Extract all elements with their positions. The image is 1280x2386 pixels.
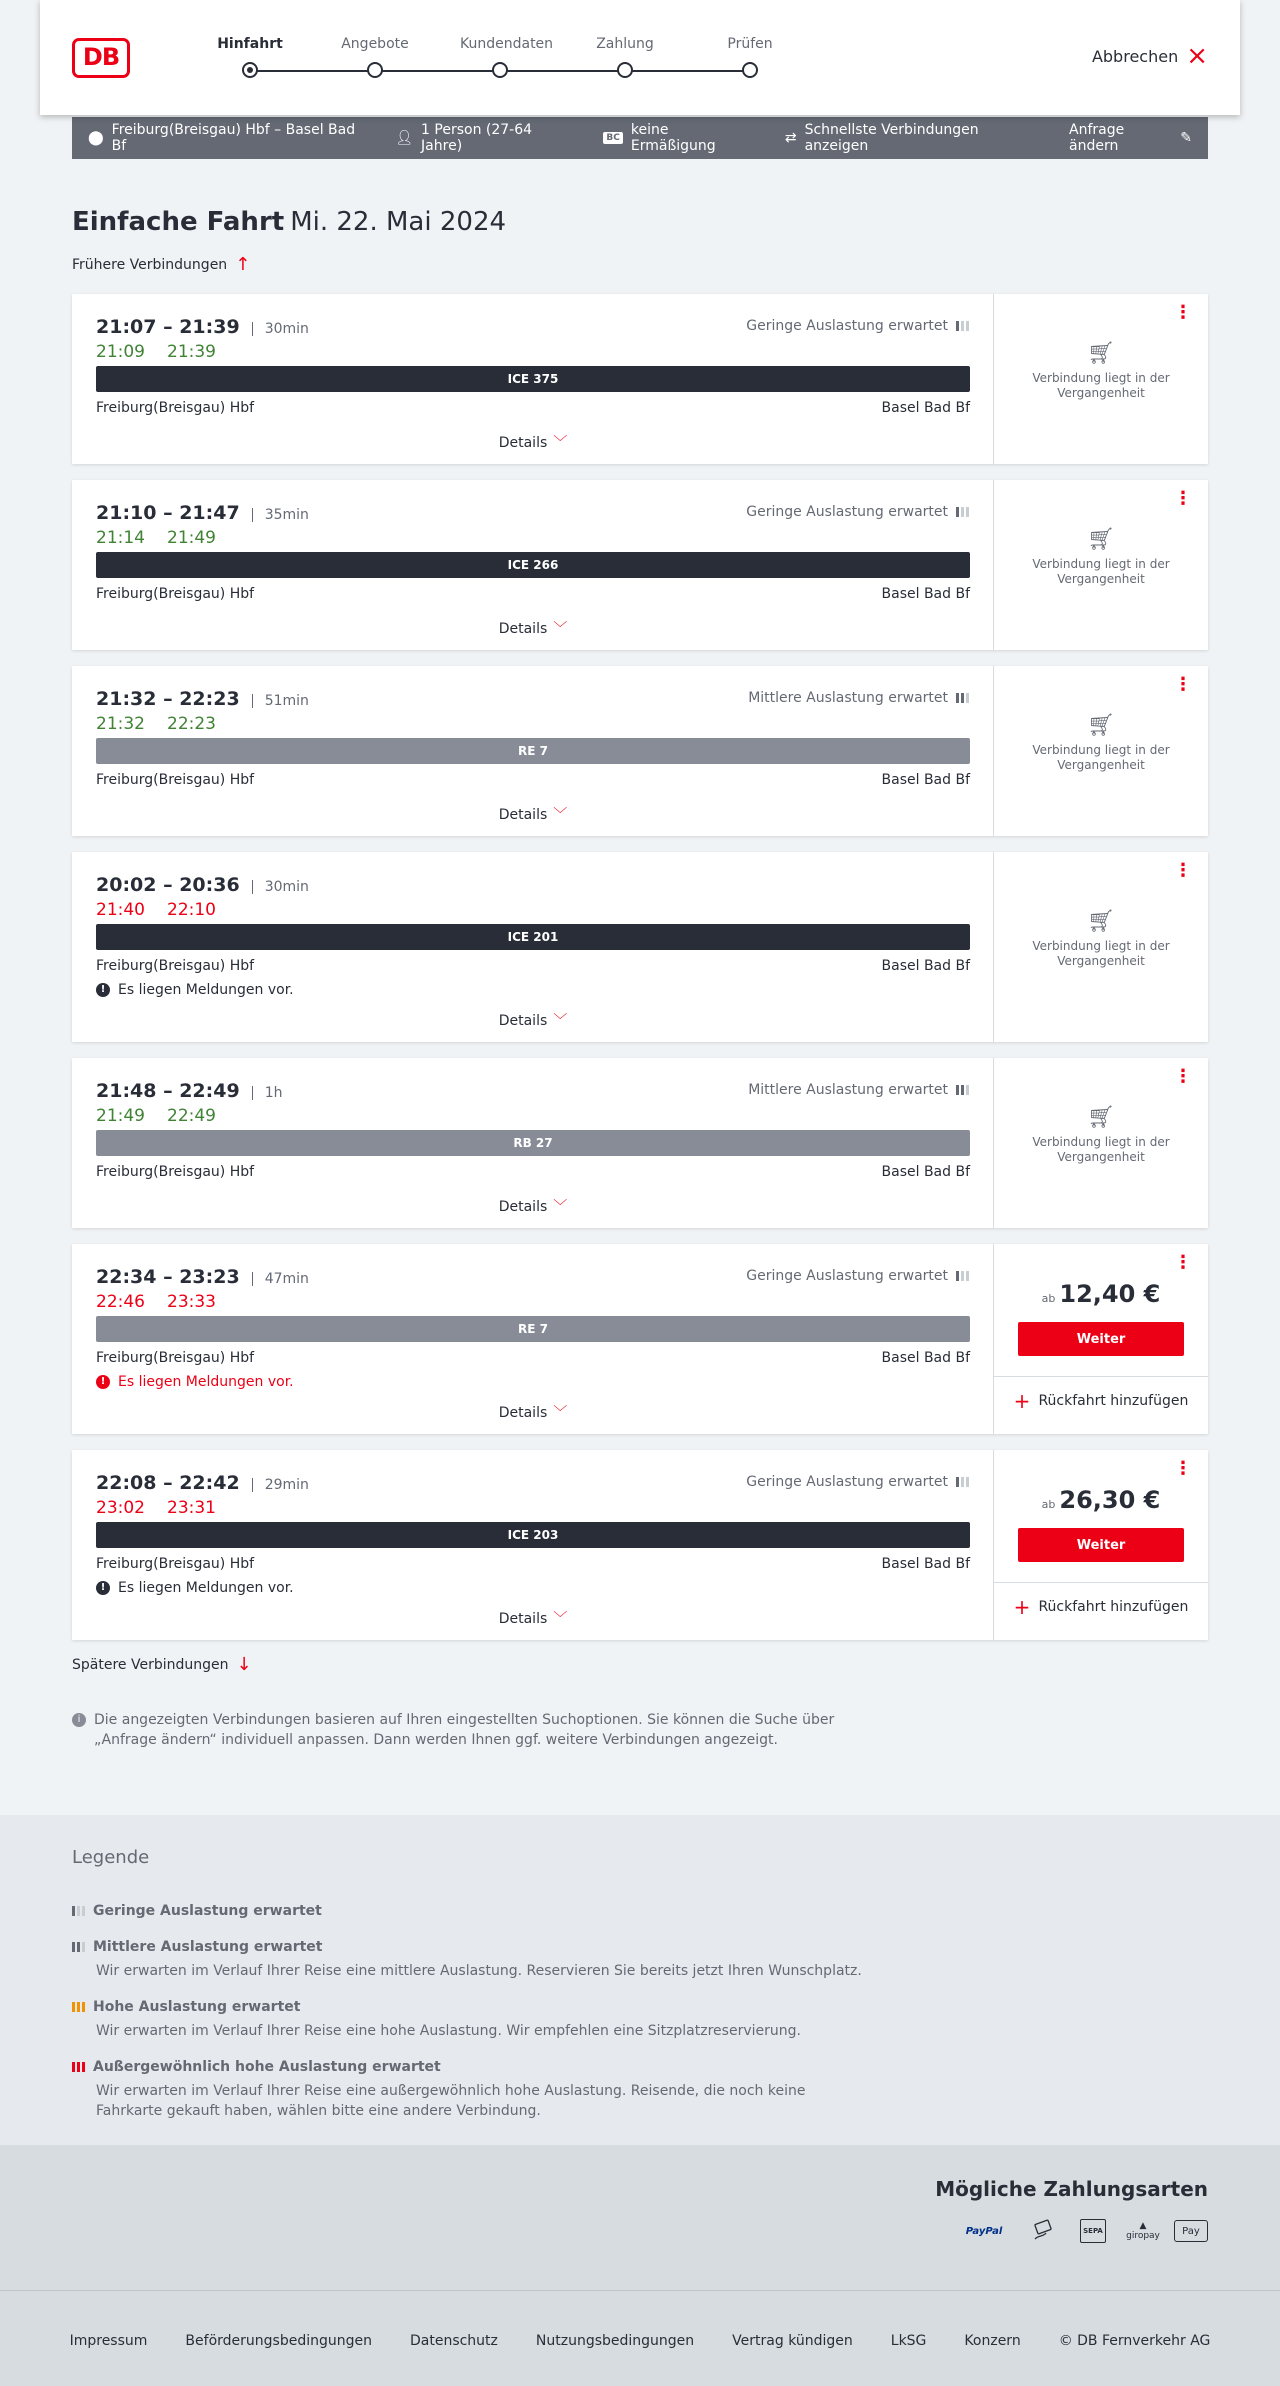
duration: 30min [252,880,309,894]
legend-title: Legende [72,1847,150,1868]
details-label: Details [498,1611,548,1627]
realtime-arrival: 23:31 [167,1498,216,1518]
chevron-down-icon: ﹀ [553,1013,568,1029]
offer-panel [994,1058,1208,1228]
alert-icon: ! [96,1375,110,1389]
legend-item-title: Außergewöhnlich hohe Auslastung erwartet [93,2059,441,2075]
occupancy-exceptional-icon [72,2062,85,2072]
step-dot [367,62,383,78]
info-icon: i [72,1713,86,1727]
step-zahlung[interactable] [585,36,665,78]
disruption-message [96,1580,294,1596]
legend-item-title: Geringe Auslastung erwartet [93,1903,322,1919]
cart-unavailable-icon: 🛒︎ [1087,713,1115,738]
route-summary [88,122,361,154]
connection-card[interactable] [72,1244,1208,1434]
occupancy [746,1474,969,1490]
arrival-station: Basel Bad Bf [881,1556,970,1572]
occupancy-text: Geringe Auslastung erwartet [746,318,948,334]
connection-main [72,1244,994,1434]
pencil-icon: ✎ [1180,130,1192,146]
more-options-icon[interactable]: ⋮ [1174,1252,1192,1273]
cancel-label: Abbrechen [1091,46,1179,66]
details-label: Details [498,807,548,823]
price-value: 26,30 € [1059,1486,1161,1514]
step-pruefen[interactable] [710,36,790,78]
person-icon: 👤︎ [395,130,414,146]
arrival-station: Basel Bad Bf [881,958,970,974]
cart-unavailable-icon: 🛒︎ [1087,909,1115,934]
more-options-icon[interactable]: ⋮ [1174,1458,1192,1479]
price-value: 12,40 € [1059,1280,1161,1308]
cart-unavailable-icon: 🛒︎ [1087,527,1115,552]
past-text: Verbindung liegt in der Vergangenheit [1032,371,1170,400]
offer-panel [994,666,1208,836]
offer-panel [994,1244,1208,1434]
duration: 30min [252,322,309,336]
realtime-departure: 21:14 [96,528,145,548]
occupancy-text: Mittlere Auslastung erwartet [748,1082,948,1098]
realtime-departure: 21:09 [96,342,145,362]
legend-item-medium [72,1939,872,1981]
legend-item-title: Mittlere Auslastung erwartet [93,1939,323,1955]
chevron-down-icon: ﹀ [553,435,568,451]
header [40,0,1240,115]
later-label: Spätere Verbindungen [72,1657,229,1673]
occupancy-text: Mittlere Auslastung erwartet [748,690,948,706]
more-options-icon[interactable]: ⋮ [1174,1066,1192,1087]
realtime-departure: 21:32 [96,714,145,734]
realtime-arrival: 22:10 [167,900,216,920]
realtime-arrival: 22:49 [167,1106,216,1126]
times-text: 22:08 – 22:42 [96,1472,240,1494]
arrival-station: Basel Bad Bf [881,1350,970,1366]
occupancy-low-icon [956,507,969,517]
footer-link-befoerderungsbedingungen[interactable]: Beförderungsbedingungen [185,2333,372,2349]
details-toggle[interactable] [72,618,994,638]
giropay-label: giropay [1126,2231,1160,2241]
footer [0,2290,1280,2386]
card-hand-svg [1032,2219,1056,2243]
realtime-departure: 23:02 [96,1498,145,1518]
times-text: 21:07 – 21:39 [96,316,240,338]
alert-icon: ! [96,1581,110,1595]
step-label: Zahlung [596,36,654,52]
legend-item-text: Wir erwarten im Verlauf Ihrer Reise eine hohe Auslastung. Wir empfehlen eine Sitzplatzreservierung. [96,2023,801,2039]
fastest-summary [785,122,1035,154]
bahncard-icon: BC [603,132,622,144]
times-text: 21:48 – 22:49 [96,1080,240,1102]
add-return-button[interactable] [994,1582,1208,1630]
step-kundendaten[interactable] [460,36,554,78]
disruption-message [96,1374,294,1390]
chevron-down-icon: ﹀ [553,1199,568,1215]
occupancy-text: Geringe Auslastung erwartet [746,1268,948,1284]
occupancy-low-icon [72,1906,85,1916]
plus-icon: + [1013,1388,1031,1413]
legend-section [0,1815,1280,2145]
later-connections-link[interactable] [72,1654,252,1675]
edit-search-label: Anfrage ändern [1069,122,1125,154]
legend-item-high [72,1999,872,2041]
scheduled-times [96,874,309,896]
details-label: Details [498,1199,548,1215]
footer-link-lksg[interactable]: LkSG [890,2333,927,2349]
details-toggle[interactable] [72,432,994,452]
realtime-times [96,1106,216,1126]
occupancy-medium-icon [956,1085,969,1095]
scheduled-times [96,688,309,710]
step-label: Kundendaten [460,36,554,52]
arrival-station: Basel Bad Bf [881,772,970,788]
step-dot [242,62,258,78]
past-notice [994,341,1208,401]
stations [96,1556,970,1572]
occupancy-text: Geringe Auslastung erwartet [746,504,948,520]
duration: 1h [252,1086,283,1100]
realtime-arrival: 21:49 [167,528,216,548]
connection-card[interactable] [72,852,1208,1042]
occupancy-high-icon [72,2002,85,2012]
details-label: Details [498,621,548,637]
scheduled-times [96,502,309,524]
duration: 51min [252,694,309,708]
price [994,1280,1208,1308]
swap-arrows-icon: ⇄ [784,130,797,146]
scheduled-times [96,1472,309,1494]
step-dot [742,62,758,78]
train-bar[interactable]: RE 7 [96,738,970,764]
realtime-times [96,714,216,734]
occupancy-text: Geringe Auslastung erwartet [746,1474,948,1490]
past-notice [994,909,1208,969]
past-notice [994,527,1208,587]
train-bar[interactable]: RE 7 [96,1316,970,1342]
message-text: Es liegen Meldungen vor. [118,1374,294,1390]
step-angebote[interactable] [335,36,415,78]
train-bar[interactable]: ICE 201 [96,924,970,950]
details-toggle[interactable] [72,1196,994,1216]
connection-main [72,852,994,1042]
past-text: Verbindung liegt in der Vergangenheit [1032,1135,1170,1164]
realtime-times [96,1292,216,1312]
legend-item-low [72,1903,872,1919]
connection-main [72,294,994,464]
details-label: Details [498,1013,548,1029]
step-label: Angebote [341,36,409,52]
connection-card[interactable] [72,1058,1208,1228]
search-info-note [72,1710,842,1750]
step-dot [492,62,508,78]
step-hinfahrt[interactable] [210,36,290,78]
connection-main [72,480,994,650]
add-return-label: Rückfahrt hinzufügen [1038,1392,1189,1409]
train-bar[interactable]: ICE 203 [96,1522,970,1548]
scheduled-times [96,1080,282,1102]
alert-icon: ! [96,983,110,997]
realtime-times [96,1498,216,1518]
db-logo[interactable]: DB [72,38,130,78]
train-bar[interactable]: RB 27 [96,1130,970,1156]
cart-unavailable-icon: 🛒︎ [1087,341,1115,366]
footer-link-impressum[interactable]: Impressum [69,2333,148,2349]
realtime-arrival: 21:39 [167,342,216,362]
location-pin-icon: ⬤ [88,130,104,146]
connection-card[interactable] [72,294,1208,464]
times-text: 21:32 – 22:23 [96,688,240,710]
add-return-label: Rückfahrt hinzufügen [1038,1598,1189,1615]
more-options-icon[interactable]: ⋮ [1174,674,1192,695]
past-text: Verbindung liegt in der Vergangenheit [1032,939,1170,968]
departure-station: Freiburg(Breisgau) Hbf [96,1164,255,1180]
travellers-summary [395,122,569,154]
departure-station: Freiburg(Breisgau) Hbf [96,958,255,974]
cancel-button[interactable] [1091,41,1208,71]
train-bar[interactable]: ICE 375 [96,366,970,392]
message-text: Es liegen Meldungen vor. [118,1580,294,1596]
chevron-down-icon: ﹀ [553,807,568,823]
duration: 47min [252,1272,309,1286]
details-label: Details [498,435,548,451]
realtime-arrival: 23:33 [167,1292,216,1312]
details-toggle[interactable] [72,1010,994,1030]
realtime-times [96,342,216,362]
footer-link-konzern[interactable]: Konzern [964,2333,1021,2349]
stations [96,586,970,602]
search-summary-bar [72,117,1208,159]
footer-links [0,2333,1280,2349]
arrival-station: Basel Bad Bf [881,586,970,602]
trip-date: Mi. 22. Mai 2024 [290,207,507,237]
occupancy-low-icon [956,1271,969,1281]
earlier-label: Frühere Verbindungen [72,257,228,273]
legend-item-text: Wir erwarten im Verlauf Ihrer Reise eine mittlere Auslastung. Reservieren Sie bereits jetzt Ihren Wunschplatz. [96,1963,862,1979]
realtime-departure: 21:40 [96,900,145,920]
occupancy-medium-icon [72,1942,85,1952]
realtime-arrival: 22:23 [167,714,216,734]
departure-station: Freiburg(Breisgau) Hbf [96,1350,255,1366]
connection-main [72,666,994,836]
apple-pay-icon: Pay [1174,2220,1208,2242]
legend-item-title: Hohe Auslastung erwartet [93,1999,301,2015]
stations [96,400,970,416]
plus-icon: + [1013,1594,1031,1619]
occupancy [748,690,969,706]
chevron-down-icon: ﹀ [553,1405,568,1421]
departure-station: Freiburg(Breisgau) Hbf [96,1556,255,1572]
realtime-departure: 22:46 [96,1292,145,1312]
price [994,1486,1208,1514]
scheduled-times [96,1266,309,1288]
step-dot [617,62,633,78]
footer-link-vertrag-kuendigen[interactable]: Vertrag kündigen [732,2333,853,2349]
arrival-station: Basel Bad Bf [881,1164,970,1180]
price-prefix: ab [1041,1498,1056,1511]
message-text: Es liegen Meldungen vor. [118,982,294,998]
stations [96,772,970,788]
sepa-icon: SEPA [1080,2219,1106,2243]
trip-type: Einfache Fahrt [72,207,285,237]
details-toggle[interactable] [72,1402,994,1422]
legend-item-text: Wir erwarten im Verlauf Ihrer Reise eine außergewöhnlich hohe Auslastung. Reisende, die noch keine Fahrkarte gekauft haben, wählen bitte eine andere Verbindung. [96,2083,806,2119]
occupancy [746,318,969,334]
details-toggle[interactable] [72,804,994,824]
arrow-down-icon: ↓ [236,1654,252,1675]
times-text: 21:10 – 21:47 [96,502,240,524]
offer-panel [994,1450,1208,1640]
step-label: Prüfen [727,36,773,52]
connection-main [72,1058,994,1228]
earlier-connections-link[interactable] [72,254,251,275]
add-return-button[interactable] [994,1376,1208,1424]
travellers-text: 1 Person (27-64 Jahre) [421,122,533,154]
offer-panel [994,294,1208,464]
edit-search-button[interactable] [1069,122,1192,154]
cart-unavailable-icon: 🛒︎ [1087,1105,1115,1130]
details-label: Details [498,1405,548,1421]
footer-link-datenschutz[interactable]: Datenschutz [409,2333,498,2349]
connection-main [72,1450,994,1640]
past-notice [994,1105,1208,1165]
past-text: Verbindung liegt in der Vergangenheit [1032,743,1170,772]
continue-button[interactable]: Weiter [1018,1528,1184,1562]
progress-steps [210,36,780,86]
connection-card[interactable] [72,666,1208,836]
duration: 35min [252,508,309,522]
realtime-departure: 21:49 [96,1106,145,1126]
more-options-icon[interactable]: ⋮ [1174,302,1192,323]
info-text: Die angezeigten Verbindungen basieren auf Ihren eingestellten Suchoptionen. Sie können die Suche über „Anfrage ändern“ individuell anpassen. Dann werden Ihnen ggf. weitere Verbindungen angezeigt. [94,1712,835,1748]
departure-station: Freiburg(Breisgau) Hbf [96,586,255,602]
scheduled-times [96,316,309,338]
footer-copyright: © DB Fernverkehr AG [1058,2333,1211,2349]
train-bar[interactable]: ICE 266 [96,552,970,578]
giropay-symbol: ▲ [1139,2221,1147,2231]
legend-item-exceptional [72,2059,872,2121]
stations [96,1350,970,1366]
more-options-icon[interactable]: ⋮ [1174,860,1192,881]
departure-station: Freiburg(Breisgau) Hbf [96,400,255,416]
offer-panel [994,480,1208,650]
step-label: Hinfahrt [217,36,283,52]
price-prefix: ab [1041,1292,1056,1305]
times-text: 20:02 – 20:36 [96,874,240,896]
arrow-up-icon: ↑ [235,254,251,275]
times-text: 22:34 – 23:23 [96,1266,240,1288]
occupancy [748,1082,969,1098]
chevron-down-icon: ﹀ [553,1611,568,1627]
connection-card[interactable] [72,480,1208,650]
route-text: Freiburg(Breisgau) Hbf – Basel Bad Bf [111,122,356,154]
payment-title: Mögliche Zahlungsarten [935,2177,1208,2201]
more-options-icon[interactable]: ⋮ [1174,488,1192,509]
giropay-icon [1122,2217,1164,2245]
occupancy-low-icon [956,1477,969,1487]
disruption-message [96,982,294,998]
close-icon: × [1186,41,1208,71]
discount-text: keine Ermäßigung [630,122,716,154]
details-toggle[interactable] [72,1608,994,1628]
payment-methods [0,2145,1280,2290]
occupancy-medium-icon [956,693,969,703]
chevron-down-icon: ﹀ [553,621,568,637]
departure-station: Freiburg(Breisgau) Hbf [96,772,255,788]
stations [96,958,970,974]
page-title [72,207,506,237]
occupancy [746,504,969,520]
occupancy-low-icon [956,321,969,331]
realtime-times [96,900,216,920]
connection-card[interactable] [72,1450,1208,1640]
past-notice [994,713,1208,773]
past-text: Verbindung liegt in der Vergangenheit [1032,557,1170,586]
fastest-text: Schnellste Verbindungen anzeigen [804,122,979,154]
paypal-icon: PayPal [965,2225,1003,2237]
discount-summary [603,122,750,154]
realtime-times [96,528,216,548]
footer-link-nutzungsbedingungen[interactable]: Nutzungsbedingungen [535,2333,695,2349]
offer-panel [994,852,1208,1042]
credit-card-icon [1030,2217,1058,2245]
continue-button[interactable]: Weiter [1018,1322,1184,1356]
stations [96,1164,970,1180]
duration: 29min [252,1478,309,1492]
occupancy [746,1268,969,1284]
arrival-station: Basel Bad Bf [881,400,970,416]
